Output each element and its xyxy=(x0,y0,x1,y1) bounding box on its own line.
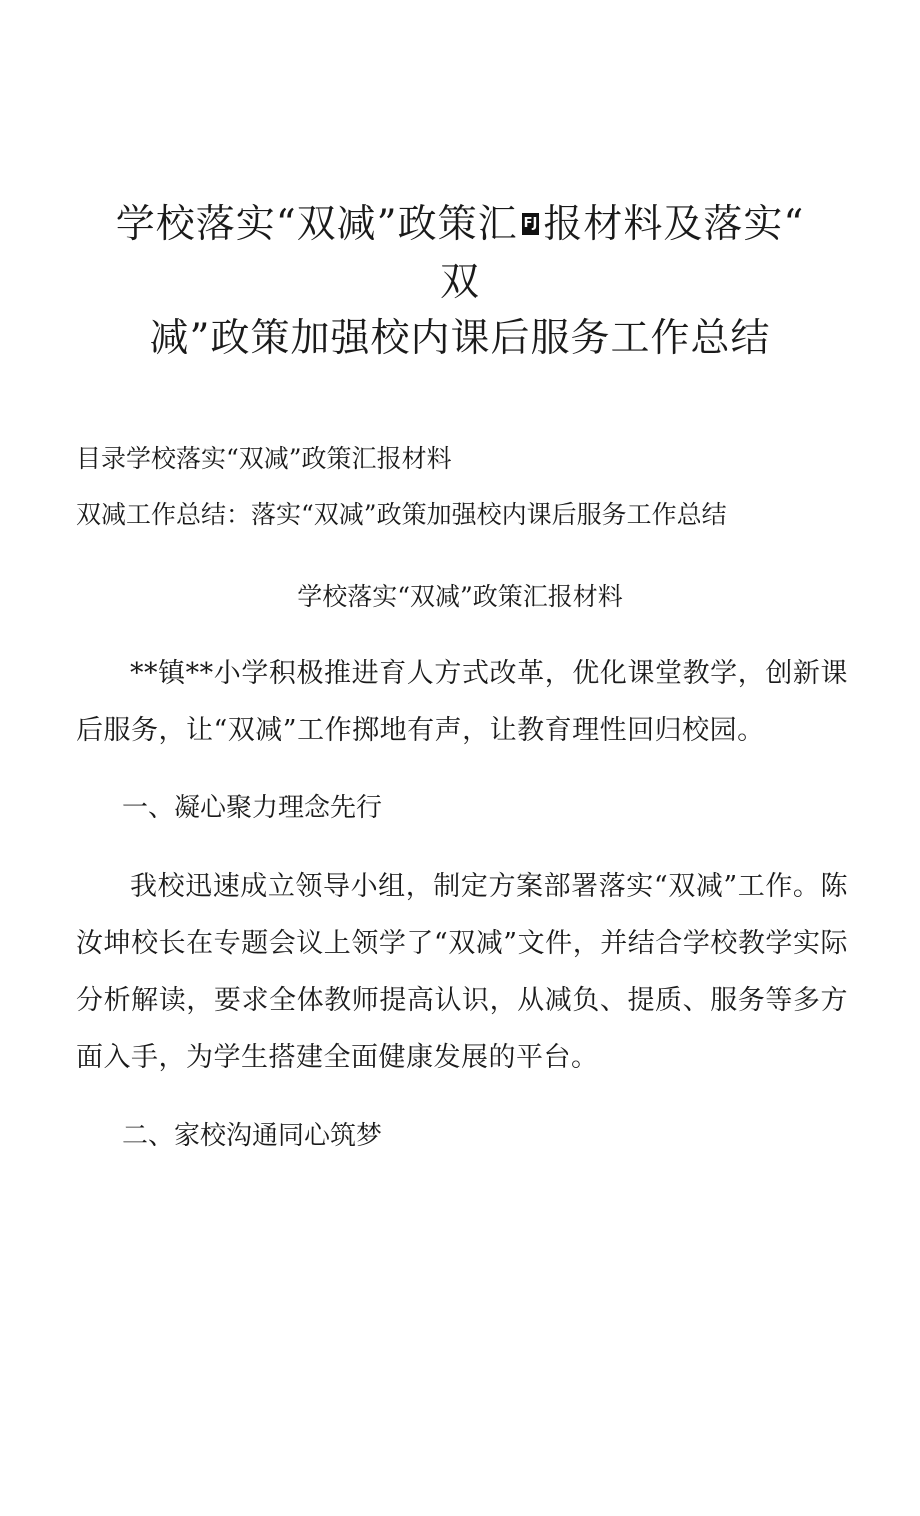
garbled-glyph-icon: FJ xyxy=(522,213,540,235)
document-title-line-1 xyxy=(40,200,880,250)
subheading-2: 二、家校沟通同心筑梦 xyxy=(122,1121,383,1151)
title-text-part-2: 报材料及落实“ xyxy=(543,202,805,247)
section-title: 学校落实“双减”政策汇报材料 xyxy=(297,582,623,611)
document-title-line-3: 减”政策加强校内课后服务工作总结 xyxy=(149,316,771,361)
title-text-part-1: 学校落实“双减”政策汇 xyxy=(115,202,518,247)
document-title-line-2: 双 xyxy=(439,260,480,305)
body-paragraph-1: 我校迅速成立领导小组，制定方案部署落实“双减”工作。陈汝坤校长在专题会议上领学了“双减”文件，并结合学校教学实际分析解读，要求全体教师提高认识，从减负、提质、服务等多方面入手，为学生搭建全面健康发展的平台。 xyxy=(76,871,848,1073)
toc-entry: 双减工作总结：落实“双减”政策加强校内课后服务工作总结 xyxy=(76,500,727,529)
toc-entry: 目录学校落实“双减”政策汇报材料 xyxy=(76,444,452,473)
subheading-1: 一、凝心聚力理念先行 xyxy=(122,793,383,823)
intro-paragraph: **镇**小学积极推进育人方式改革，优化课堂教学，创新课后服务，让“双减”工作掷地有声，让教育理性回归校园。 xyxy=(76,658,848,746)
